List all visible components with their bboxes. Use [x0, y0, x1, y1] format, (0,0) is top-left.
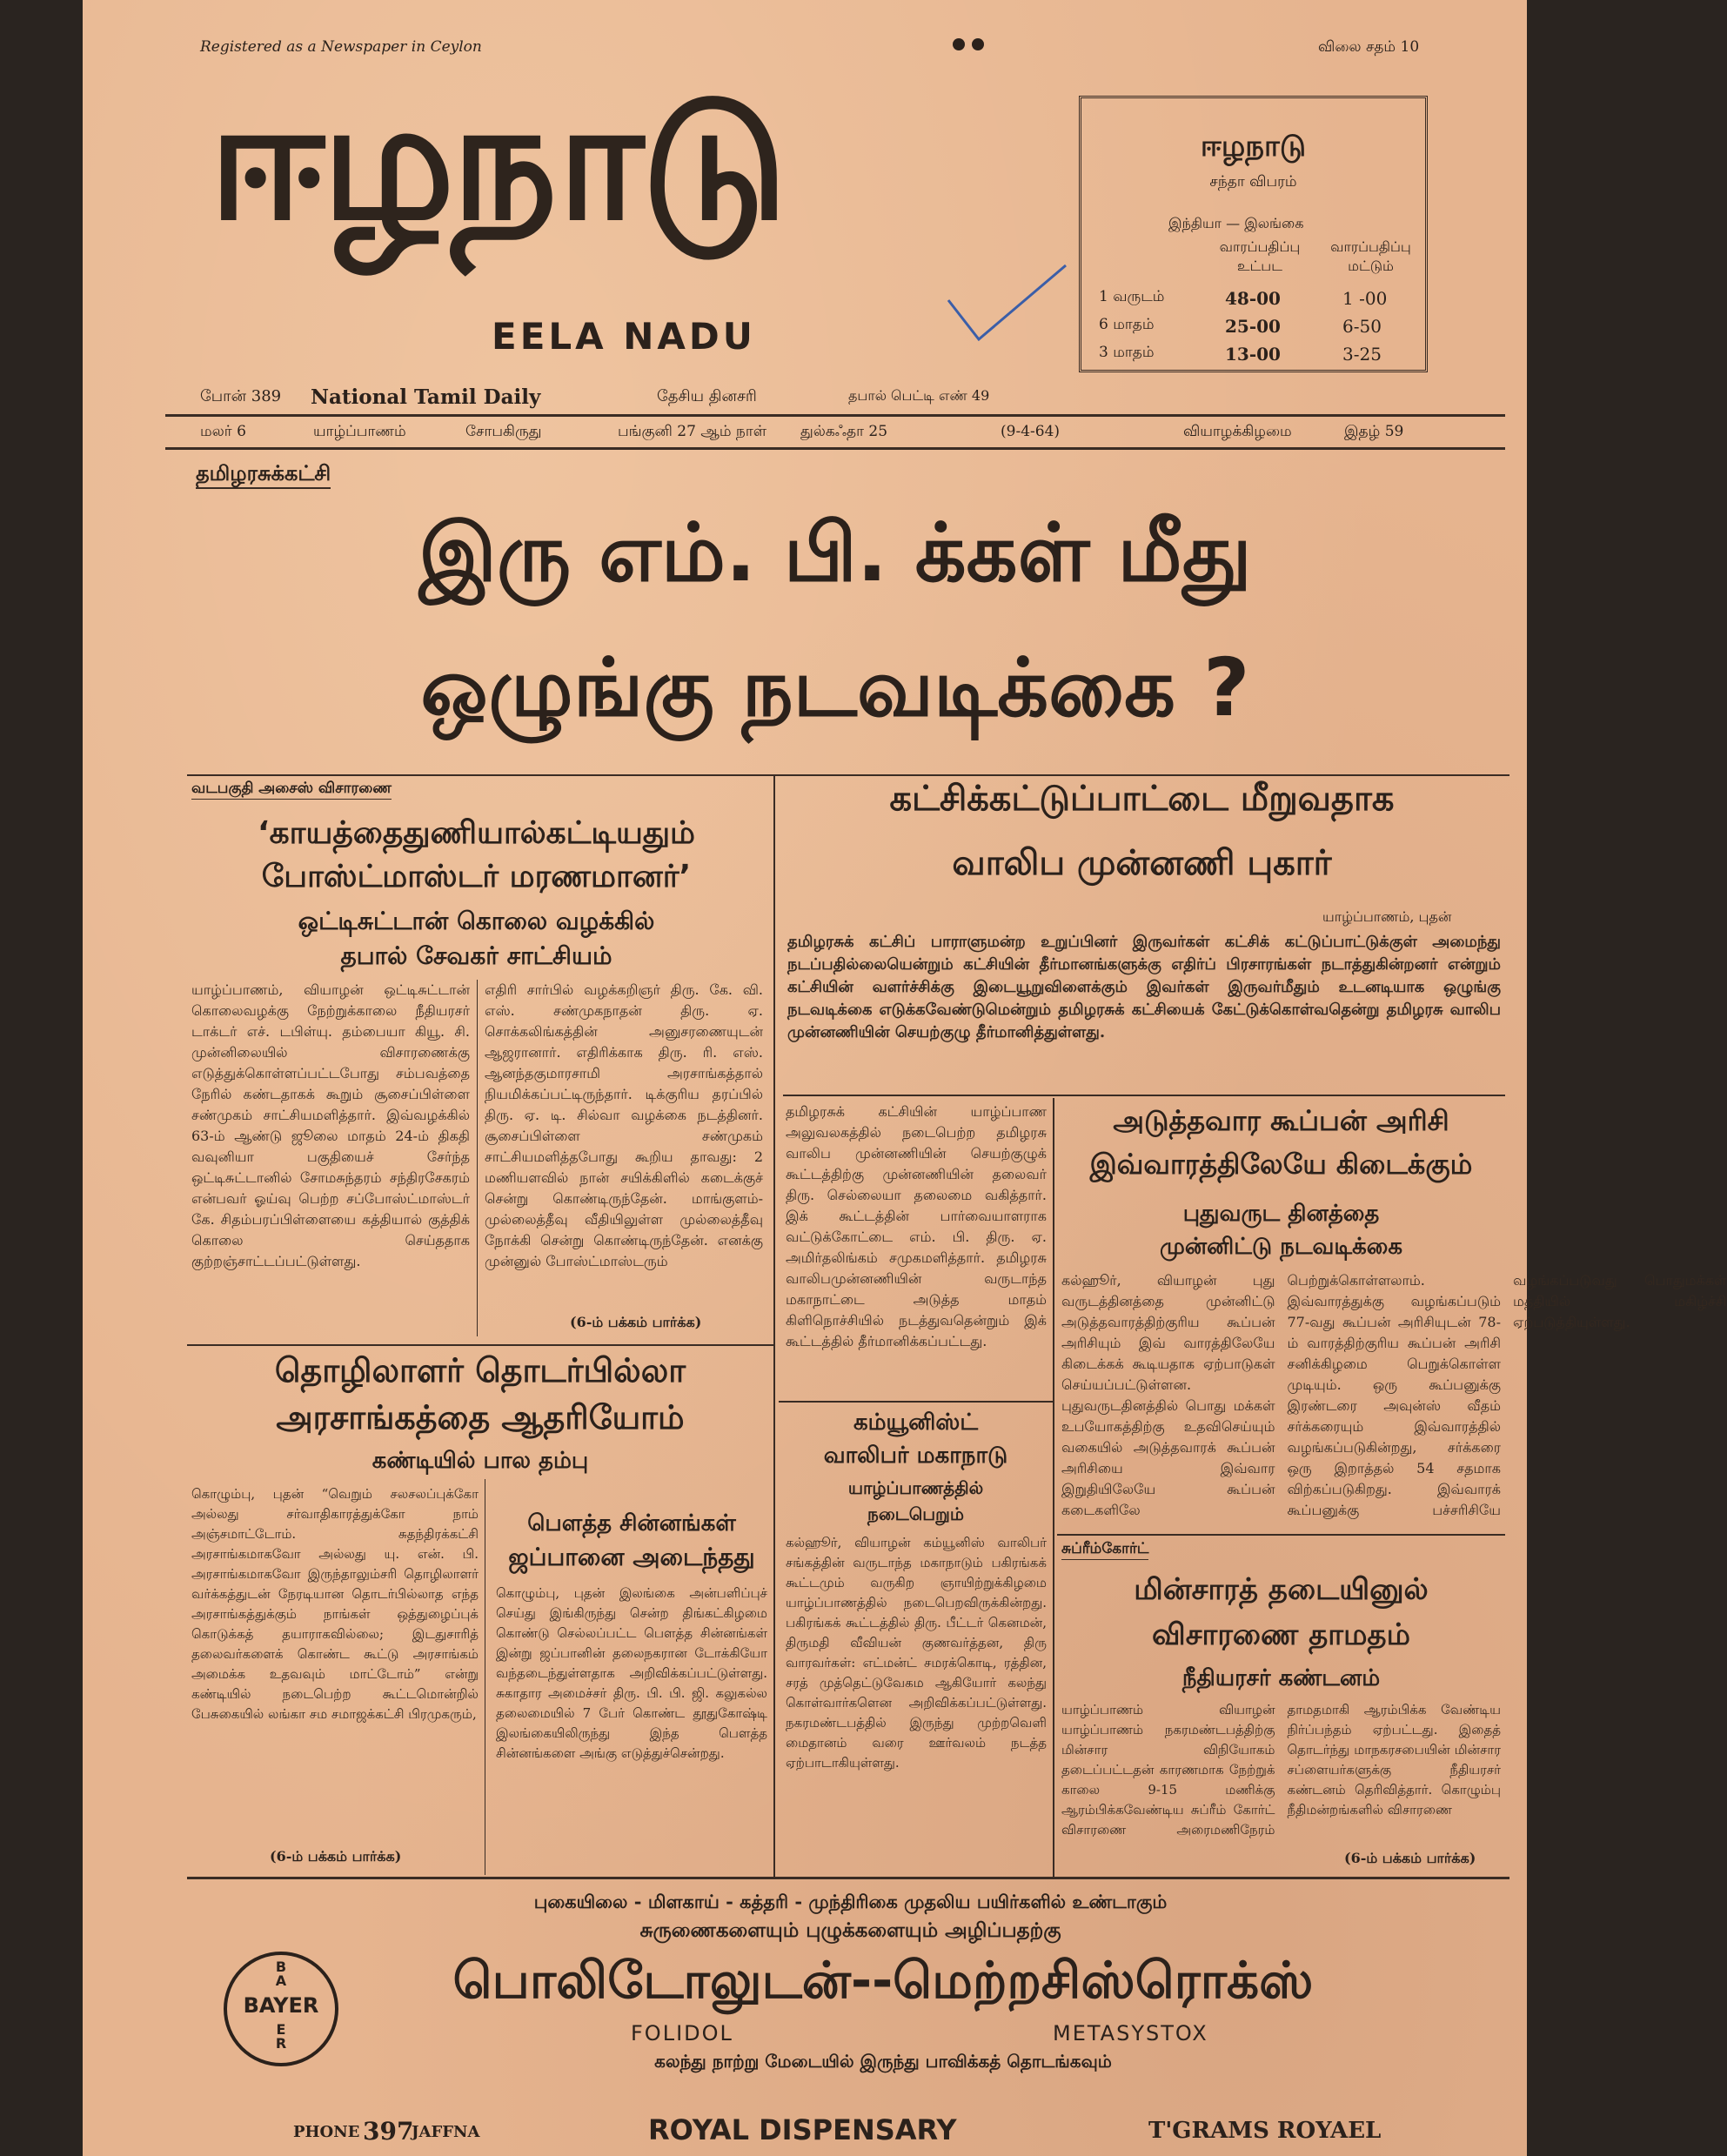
rule	[187, 1877, 1509, 1879]
masthead-dot	[972, 38, 984, 50]
bayer-logo-vertical: E R	[275, 2021, 287, 2052]
masthead-title-english: EELA NADU	[492, 315, 756, 358]
bayer-logo	[224, 1952, 338, 2066]
masthead-dot	[953, 38, 965, 50]
center-headline: வாலிப முன்னணி புகார்	[952, 843, 1332, 883]
rice-headline: அடுத்தவார கூப்பன் அரிசி	[1113, 1104, 1449, 1137]
ad-instruction: கலந்து நாற்று மேடையில் இருந்து பாவிக்கத் தொடங்கவும்	[654, 2051, 1112, 2072]
rice-headline: இவ்வாரத்திலேயே கிடைக்கும்	[1089, 1148, 1473, 1181]
rule	[779, 1401, 1053, 1403]
rule	[1057, 1534, 1505, 1536]
subscription-price: 3-25	[1342, 344, 1382, 365]
subscription-paper-name: ஈழநாடு	[1200, 129, 1307, 164]
labour-body: கொழும்பு, புதன் “வெறும் சலசலப்புக்கோ அல்லது சர்வாதிகாரத்துக்கோ நாம் அஞ்சமாட்டோம். சுதந்திரக்கட்சி அரசாங்கமாகவோ அல்லது யு. என். பி. அரசாங்கமாகவோ இருந்தாலும்சரி தொழிலாளர் வர்க்கத்துடன் நேரடியான தொடர்பில்லாத எந்த அரசாங்கத்துக்கும் நாங்கள் ஒத்துழைப்புக் கொடுக்கத் தயாராகவில்லை; இடதுசாரித் தலைவர்களைக் கொண்ட கூட்டு அரசாங்கம் அமைக்க உதவவும் மாட்டோம்” என்று கண்டியில் நடைபெற்ற கூட்டமொன்றில் பேசுகையில் லங்கா சம சமாஜக்கட்சி பிரமுகரும்,	[191, 1486, 479, 1722]
bayer-logo-vertical: B A	[275, 1958, 287, 1989]
left-headline: போஸ்ட்மாஸ்டர் மரணமானர்’	[261, 859, 692, 894]
rule	[187, 1344, 773, 1346]
buddhist-body: கொழும்பு, புதன் இலங்கை அன்பளிப்புச் செய்து இங்கிருந்து சென்ற திங்கட்கிழமை கொண்டு செல்லப்பட்ட பௌத்த சின்னங்கள் இன்று ஜப்பானின் தலைநகரான டோக்கியோ வந்தடைந்துள்ளதாக அறிவிக்கப்பட்டுள்ளது. சுகாதார அமைச்சர் திரு. பி. பி. ஜி. கலுகல்ல தலைமையில் 7 பேர் கொண்ட தூதுகோஷ்டி இலங்கையிலிருந்து இந்த பௌத்த சின்னங்களை அங்கு எடுத்துச்சென்றது.	[496, 1585, 767, 1761]
lead-headline-line2: ஒழுங்கு நடவடிக்கை ?	[420, 641, 1250, 734]
tagline-tamil: தேசிய தினசரி	[657, 387, 757, 405]
labour-continued: (6-ம் பக்கம் பார்க்க)	[270, 1848, 402, 1865]
date: (9-4-64)	[1001, 423, 1061, 440]
price-label: விலை சதம் 10	[1318, 38, 1420, 56]
blue-check-mark	[944, 261, 1074, 348]
rule	[165, 414, 1505, 417]
rule	[783, 1095, 1505, 1096]
labour-headline: தொழிலாளர் தொடர்பில்லா	[274, 1351, 686, 1389]
rice-subhead: முன்னிட்டு நடவடிக்கை	[1160, 1234, 1402, 1260]
newspaper-page	[83, 0, 1727, 2156]
year-name: சோபகிருது	[465, 423, 542, 440]
left-headline: ‘காயத்தைதுணியால்கட்டியதும்	[257, 815, 696, 851]
left-body-col1: யாழ்ப்பாணம், வியாழன் ஒட்டிசுட்டான் கொலைவழக்கு நேற்றுக்காலை நீதியரசர் டாக்டர் எச். டபிள்யு. தம்பையா கியூ. சி. முன்னிலையில் விசாரணைக்கு எடுத்துக்கொள்ளப்பட்டபோது சம்பவத்தை நேரில் கண்டதாகக் கூறும் சூசைப்பிள்ளை சண்முகம் சாட்சியமளித்தார். இவ்வழக்கில் 63-ம் ஆண்டு ஜூலை மாதம் 24-ம் திகதி வவுனியா பகுதியைச் சேர்ந்த ஒட்டிசுட்டானில் சோமசுந்தரம் சந்திரசேகரம் என்பவர் ஓய்வு பெற்ற சப்போஸ்ட்மாஸ்டர் கே. சிதம்பரப்பிள்ளையை கத்தியால் குத்திக் கொலை செய்ததாக குற்றஞ்சாட்டப்பட்டுள்ளது.	[191, 981, 470, 1269]
left-continued: (6-ம் பக்கம் பார்க்க)	[570, 1314, 702, 1330]
subscription-period: 6 மாதம்	[1099, 316, 1155, 333]
rice-body: கல்ஹூர், வியாழன் புது வருடத்தினத்தை முன்னிட்டு அடுத்தவாரத்திற்குரிய கூப்பன் அரிசியும் இவ் வாரத்திலேயே கிடைக்கக் கூடியதாக ஏற்பாடுகள் செய்யப்பட்டுள்ளன. புதுவருடதினத்தில் பொது மக்கள் உபயோகத்திற்கு உதவிசெய்யும் வகையில் அடுத்தவாரக் கூப்பன் அரிசியை இவ்வார இறுதியிலேயே கூப்பன் கடைகளிலே பெற்றுக்கொள்ளலாம். இவ்வாரத்துக்கு வழங்கப்படும் 77-வது கூப்பன் அரிசியுடன் 78-ம் வாரத்திற்குரிய கூப்பன் அரிசி சனிக்கிழமை பெறுக்கொள்ள முடியும். ஒரு கூப்பனுக்கு இரண்டரை அவுன்ஸ் வீதம் சர்க்கரையும் இவ்வாரத்தில் வழங்கப்படுகின்றது, சர்க்கரை ஒரு இறாத்தல் 54 சதமாக விற்கப்படுகிறது. இவ்வாரக் கூப்பனுக்கு பச்சரிசியே வழங்கப்படுவது பொதுமக்கள் மத்தியில் மகிழ்ச்சி ஏற்படுத்தியுள்ளது.	[1061, 1272, 1727, 1518]
advertisement-bayer	[196, 1882, 1505, 2099]
subscription-box	[1079, 96, 1428, 372]
rice-subhead: புதுவருட தினத்தை	[1182, 1201, 1380, 1227]
weekday: வியாழக்கிழமை	[1183, 423, 1292, 440]
ad-city: JAFFNA	[412, 2123, 480, 2141]
issue-number: இதழ் 59	[1344, 423, 1404, 440]
subscription-price: 1 -00	[1342, 288, 1388, 309]
ad-product-metasystox: METASYSTOX	[1053, 2021, 1208, 2046]
communist-headline: வாலிபர் மகாநாடு	[823, 1443, 1008, 1469]
left-subhead: ஒட்டிசுட்டான் கொலை வழக்கில்	[298, 907, 655, 935]
tamil-date: பங்குனி 27 ஆம் நாள்	[618, 423, 767, 440]
ad-phone-number: 397	[363, 2117, 414, 2146]
po-box: தபால் பெட்டி எண் 49	[848, 387, 990, 404]
place: யாழ்ப்பாணம்	[313, 423, 406, 440]
hijri-date: துல்கஃதா 25	[800, 423, 888, 440]
subscription-price: 25-00	[1225, 316, 1281, 337]
column-rule	[773, 776, 775, 1877]
ad-product-folidol: FOLIDOL	[631, 2021, 733, 2046]
subscription-subtitle: சந்தா விபரம்	[1209, 173, 1297, 191]
volume: மலர் 6	[200, 423, 246, 440]
court-continued: (6-ம் பக்கம் பார்க்க)	[1344, 1850, 1476, 1866]
ad-advertiser: ROYAL DISPENSARY	[648, 2113, 957, 2146]
left-subhead: தபால் சேவகர் சாட்சியம்	[340, 941, 612, 970]
center-body: தமிழரசுக் கட்சியின் யாழ்ப்பாண அலுவலகத்தில் நடைபெற்ற தமிழரசு வாலிப முன்னணியின் செயற்குழுக் கூட்டத்திற்கு முன்னணியின் தலைவர் திரு. செல்லையா தலைமை வகித்தார். இக் கூட்டத்தின் பார்வையாளராக வட்டுக்கோட்டை எம். பி. திரு. ஏ. அமிர்தலிங்கம் சமுகமளித்தார். தமிழரசு வாலிபமுன்னணியின் வருடாந்த மகாநாட்டை அடுத்த மாதம் கிளிநொச்சியில் நடத்துவதென்றும் இக் கூட்டத்தில் தீர்மானிக்கப்பட்டது.	[786, 1103, 1047, 1349]
subscription-period: 1 வருடம்	[1099, 288, 1165, 305]
communist-body: கல்ஹூர், வியாழன் கம்யூனிஸ் வாலிபர் சங்கத்தின் வருடாந்த மகாநாடும் பகிரங்கக் கூட்டமும் வருகிற ஞாயிற்றுக்கிழமை யாழ்ப்பாணத்தில் நடைபெறவிருக்கின்றது. பகிரங்கக் கூட்டத்தில் திரு. பீட்டர் கெனமன், திருமதி வீவியன் குணவர்த்தன, திரு வாரவர்கள்: எட்மன்ட் சமரக்கொடி, ரத்தின, சரத் முத்தெட்டுவேகம ஆகியோர் கலந்து கொள்வார்களென அறிவிக்கப்பட்டுள்ளது. நகரமண்டபத்தில் இருந்து முற்றவெளி மைதானம் வரை ஊர்வலம் நடத்த ஏற்பாடாகியுள்ளது.	[786, 1535, 1047, 1771]
left-kicker: வடபகுதி அசைஸ் விசாரணை	[191, 781, 392, 800]
subscription-region: இந்தியா — இலங்கை	[1168, 215, 1304, 231]
ad-phone-label: PHONE	[293, 2123, 360, 2141]
labour-headline: அரசாங்கத்தை ஆதரியோம்	[276, 1398, 685, 1436]
buddhist-headline: ஜப்பானை அடைந்தது	[508, 1543, 755, 1571]
court-headline: விசாரணை தாமதம்	[1152, 1617, 1410, 1652]
bayer-logo-text: BAYER	[243, 1993, 319, 2018]
ad-telegrams: T'GRAMS ROYAEL	[1148, 2118, 1382, 2144]
ad-product-tamil: பொலிடோலுடன்--மெற்றசிஸ்ரொக்ஸ்	[452, 1951, 1314, 2010]
court-body: யாழ்ப்பாணம் வியாழன் யாழ்ப்பாணம் நகரமண்டபத்திற்கு மின்சார விநியோகம் தடைப்பட்டதன் காரணமாக நேற்றுக் காலை 9-15 மணிக்கு ஆரம்பிக்கவேண்டிய சுப்ரீம் கோர்ட் விசாரணை அரைமணிநேரம் தாமதமாகி ஆரம்பிக்க வேண்டிய நிர்ப்பந்தம் ஏற்பட்டது. இதைத் தொடர்ந்து மாநகரசபையின் மின்சார சப்ளையர்களுக்கு நீதியரசர் கண்டனம் தெரிவித்தார். கொழும்பு நீதிமன்றங்களில் விசாரணை	[1061, 1702, 1501, 1838]
buddhist-headline: பௌத்த சின்னங்கள்	[527, 1510, 736, 1537]
subscription-period: 3 மாதம்	[1099, 344, 1155, 361]
rule	[187, 774, 1509, 776]
ad-line1: புகையிலை - மிளகாய் - கத்தரி - முந்திரிகை முதலிய பயிர்களில் உண்டாகும்	[533, 1891, 1168, 1912]
subscription-price: 48-00	[1225, 288, 1281, 309]
subscription-col1-header: வாரப்பதிப்பு உட்பட	[1219, 238, 1301, 274]
phone-label: போன் 389	[200, 387, 282, 405]
subscription-price: 6-50	[1342, 316, 1382, 337]
tagline: National Tamil Daily	[311, 385, 541, 409]
ad-line2: சுருணைகளையும் புழுக்களையும் அழிப்பதற்கு	[639, 1918, 1061, 1942]
court-subhead: நீதியரசர் கண்டனம்	[1181, 1665, 1381, 1691]
center-dateline: யாழ்ப்பாணம், புதன்	[1322, 908, 1452, 925]
masthead-title-tamil: ஈழநாடு	[209, 64, 785, 257]
center-headline: கட்சிக்கட்டுப்பாட்டை மீறுவதாக	[889, 779, 1395, 819]
labour-subhead: கண்டியில் பால தம்பு	[372, 1448, 589, 1474]
communist-headline: கம்யூனிஸ்ட்	[853, 1409, 979, 1436]
registration-note: Registered as a Newspaper in Ceylon	[200, 38, 482, 56]
center-intro: தமிழரசுக் கட்சிப் பாராளுமன்ற உறுப்பினர் இருவர்கள் கட்சிக் கட்டுப்பாட்டுக்குள் அமைந்து நடப்பதில்லையென்றும் கட்சியின் தீர்மானங்களுக்கு எதிர்ப் பிரசாரங்கள் நடாத்துகின்றனர் என்றும் கட்சியின் வளர்ச்சிக்கு இடையூறுவிளைக்கும் இவர்கள் இருவர்மீதும் உடனடியாக ஒழுங்கு நடவடிக்கை எடுக்கவேண்டுமென்றும் தமிழரசுக் கட்சியைக் கேட்டுக்கொள்வதென்று தமிழரசு வாலிப முன்னணியின் செயற்குழு தீர்மானித்துள்ளது.	[787, 933, 1501, 1041]
rule	[165, 447, 1505, 450]
communist-subhead: யாழ்ப்பாணத்தில்	[847, 1477, 984, 1498]
court-headline: மின்சாரத் தடையினுல்	[1134, 1572, 1429, 1607]
subscription-col2-header: வாரப்பதிப்பு மட்டும்	[1330, 238, 1411, 274]
column-rule	[1053, 1098, 1054, 1877]
left-body-col2: எதிரி சார்பில் வழக்கறிஞர் திரு. கே. வி. எஸ். சண்முகநாதன் திரு. ஏ. சொக்கலிங்கத்தின் அனுசரணையுடன் ஆஜரானார். எதிரிக்காக திரு. ரி. எஸ். ஆனந்தகுமாரசாமி அரசாங்கத்தால் நியமிக்கப்பட்டிருந்தார். டிக்குரிய தரப்பில் திரு. ஏ. டி. சில்வா வழக்கை நடத்தினர். சூசைப்பிள்ளை சண்முகம் சாட்சியமளித்தபோது கூறிய தாவது: 2 மணியளவில் நான் சயிக்கிளில் கடைக்குச் சென்று கொண்டிருந்தேன். மாங்குளம்-முல்லைத்தீவு வீதியிலுள்ள முல்லைத்தீவு நோக்கி சென்று கொண்டிருந்தேன். எனக்கு முன்னுல் போஸ்ட்மாஸ்டரும்	[485, 981, 763, 1269]
lead-kicker: தமிழரசுக்கட்சி	[196, 463, 331, 489]
column-rule	[477, 980, 478, 1336]
subscription-price: 13-00	[1225, 344, 1281, 365]
communist-subhead: நடைபெறும்	[867, 1503, 964, 1524]
court-kicker: சுப்ரீம்கோர்ட்	[1061, 1542, 1148, 1560]
lead-headline-line1: இரு எம். பி. க்கள் மீது	[418, 506, 1252, 599]
